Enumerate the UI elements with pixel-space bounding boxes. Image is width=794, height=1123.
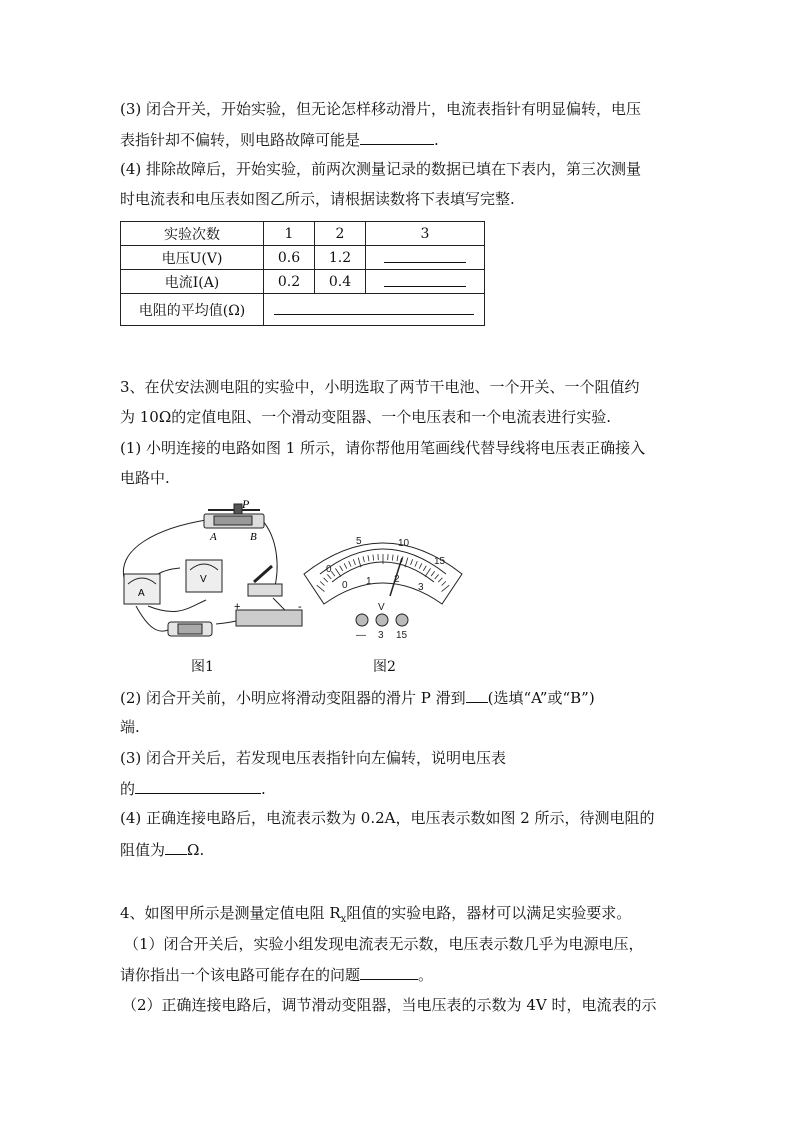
table-header-cell: 3 xyxy=(366,222,485,246)
q2-part3-answer-blank[interactable] xyxy=(360,129,434,145)
table-cell: 0.4 xyxy=(315,270,366,294)
dial-tick xyxy=(353,559,355,565)
table-row-label: 电压U(V) xyxy=(121,246,264,270)
table-cell: 0.6 xyxy=(264,246,315,270)
table-header-cell: 2 xyxy=(315,222,366,246)
table-cell: 1.2 xyxy=(315,246,366,270)
current-answer-blank[interactable] xyxy=(384,272,466,287)
q2-part3-text: 表指针却不偏转，则电路故障可能是 xyxy=(120,131,361,149)
dial-tick xyxy=(438,578,442,582)
fig1-plus-label: + xyxy=(234,601,241,613)
q3-part2-text: (2) 闭合开关前，小明应将滑动变阻器的滑片 P 滑到 xyxy=(120,689,466,707)
q4-intro xyxy=(120,903,631,930)
q4-part1-text: 请你指出一个该电路可能存在的问题 xyxy=(120,966,361,984)
q3-part3-answer-blank[interactable] xyxy=(135,778,261,794)
dial-tick xyxy=(363,556,364,562)
dial-bottom-3: 3 xyxy=(418,582,424,593)
q4-intro-subscript: x xyxy=(340,914,347,925)
dial-tick xyxy=(344,563,347,568)
q3-intro-line2: 为 10Ω的定值电阻、一个滑动变阻器、一个电压表和一个电流表进行实验. xyxy=(120,408,612,426)
fig1-label-a: A xyxy=(210,531,217,543)
avg-resistance-blank[interactable] xyxy=(274,300,474,315)
fig1-minus-label: - xyxy=(298,601,302,613)
dial-tick xyxy=(425,568,431,576)
q4-part2-line1: （2）正确连接电路后，调节滑动变阻器，当电压表的示数为 4V 时，电流表的示 xyxy=(122,996,657,1014)
q3-part2-text-end: (选填“A”或“B”) xyxy=(487,689,595,707)
dial-bottom-1: 1 xyxy=(366,576,372,587)
terminal-negative: — xyxy=(356,630,366,641)
q3-part3-text: 的 xyxy=(120,780,136,798)
dial-tick xyxy=(317,585,325,591)
fig1-ammeter-label: A xyxy=(138,588,145,599)
terminal-15: 15 xyxy=(396,630,408,641)
q3-part4-line2 xyxy=(120,839,204,860)
dial-top-10: 10 xyxy=(398,538,410,549)
dial-tick xyxy=(397,555,398,561)
dial-zero-top: 0 xyxy=(326,564,332,575)
fig1-caption: 图1 xyxy=(191,659,214,675)
q4-part1-line2 xyxy=(120,964,433,985)
dial-tick xyxy=(431,571,435,576)
dial-tick xyxy=(373,555,374,561)
q3-part3-end: . xyxy=(261,780,266,798)
q3-part4-text: 阻值为 xyxy=(120,841,166,859)
q2-data-table xyxy=(120,221,485,326)
q2-part4-line1: (4) 排除故障后，开始实验，前两次测量记录的数据已填在下表内，第三次测量 xyxy=(120,160,642,178)
dial-tick xyxy=(442,585,450,591)
q4-part1-end: 。 xyxy=(418,966,434,984)
q3-part4-answer-blank[interactable] xyxy=(165,839,187,855)
q2-part3-end: . xyxy=(434,131,439,149)
q3-part3-line2 xyxy=(120,778,266,799)
table-row-label: 电阻的平均值(Ω) xyxy=(121,294,264,326)
q3-part2-line2: 端. xyxy=(120,718,140,736)
q4-intro-text-b: 阻值的实验电路，器材可以满足实验要求。 xyxy=(346,904,632,922)
table-cell-answer[interactable] xyxy=(366,270,485,294)
q3-intro-line1: 3、在伏安法测电阻的实验中，小明选取了两节干电池、一个开关、一个阻值约 xyxy=(120,378,640,396)
dial-top-15: 15 xyxy=(434,556,446,567)
fig1-voltmeter-label: V xyxy=(200,574,207,585)
table-row-label: 电流I(A) xyxy=(121,270,264,294)
dial-tick xyxy=(368,555,369,561)
dial-tick xyxy=(331,571,335,576)
fig1-label-b: B xyxy=(250,531,257,543)
q4-part1-line1: （1）闭合开关后，实验小组发现电流表无示数，电压表示数几乎为电源电压， xyxy=(124,935,644,953)
fig2-caption: 图2 xyxy=(373,659,396,675)
q3-part2-answer-blank[interactable] xyxy=(466,687,488,703)
table-cell-answer[interactable] xyxy=(366,246,485,270)
q3-part3-line1: (3) 闭合开关后，若发现电压表指针向左偏转，说明电压表 xyxy=(120,749,507,767)
terminal-3: 3 xyxy=(378,630,384,641)
voltage-answer-blank[interactable] xyxy=(384,248,466,263)
dial-tick xyxy=(442,581,446,585)
dial-bottom-2: 2 xyxy=(394,574,400,585)
dial-tick xyxy=(320,581,324,585)
dial-tick xyxy=(392,555,393,561)
q3-part1-line2: 电路中. xyxy=(120,469,170,487)
dial-tick xyxy=(324,578,328,582)
dial-tick xyxy=(411,559,413,565)
dial-tick xyxy=(435,574,439,579)
q2-part3-line1: (3) 闭合开关，开始实验，但无论怎样移动滑片，电流表指针有明显偏转，电压 xyxy=(120,100,642,118)
dial-top-5: 5 xyxy=(356,536,362,547)
voltmeter-dial-figure-2 xyxy=(302,522,464,646)
q3-part4-end: Ω. xyxy=(187,841,205,859)
dial-tick xyxy=(349,561,351,567)
q3-part2-line1 xyxy=(120,687,595,708)
dial-tick xyxy=(340,566,343,571)
q2-part4-line2: 时电流表和电压表如图乙所示，请根据读数将下表填写完整. xyxy=(120,190,515,208)
dial-tick xyxy=(335,568,341,576)
dial-tick xyxy=(415,561,417,567)
table-cell-answer[interactable] xyxy=(264,294,485,326)
q4-part1-answer-blank[interactable] xyxy=(360,964,418,980)
dial-tick xyxy=(423,566,426,571)
dial-tick xyxy=(327,574,331,579)
q3-part1-line1: (1) 小明连接的电路如图 1 所示，请你帮他用笔画线代替导线将电压表正确接入 xyxy=(120,439,646,457)
table-header-cell: 实验次数 xyxy=(121,222,264,246)
dial-meter-label: V xyxy=(378,602,385,613)
table-cell: 0.2 xyxy=(264,270,315,294)
q2-part3-line2 xyxy=(120,129,439,150)
q4-intro-text-a: 4、如图甲所示是测量定值电阻 R xyxy=(120,904,341,922)
table-header-cell: 1 xyxy=(264,222,315,246)
fig1-label-p: P xyxy=(242,498,250,511)
q3-part4-line1: (4) 正确连接电路后，电流表示数为 0.2A，电压表示数如图 2 所示，待测电阻的 xyxy=(120,809,655,827)
dial-tick xyxy=(419,563,422,568)
circuit-figure-1 xyxy=(118,498,318,658)
dial-zero-bottom: 0 xyxy=(342,580,348,591)
